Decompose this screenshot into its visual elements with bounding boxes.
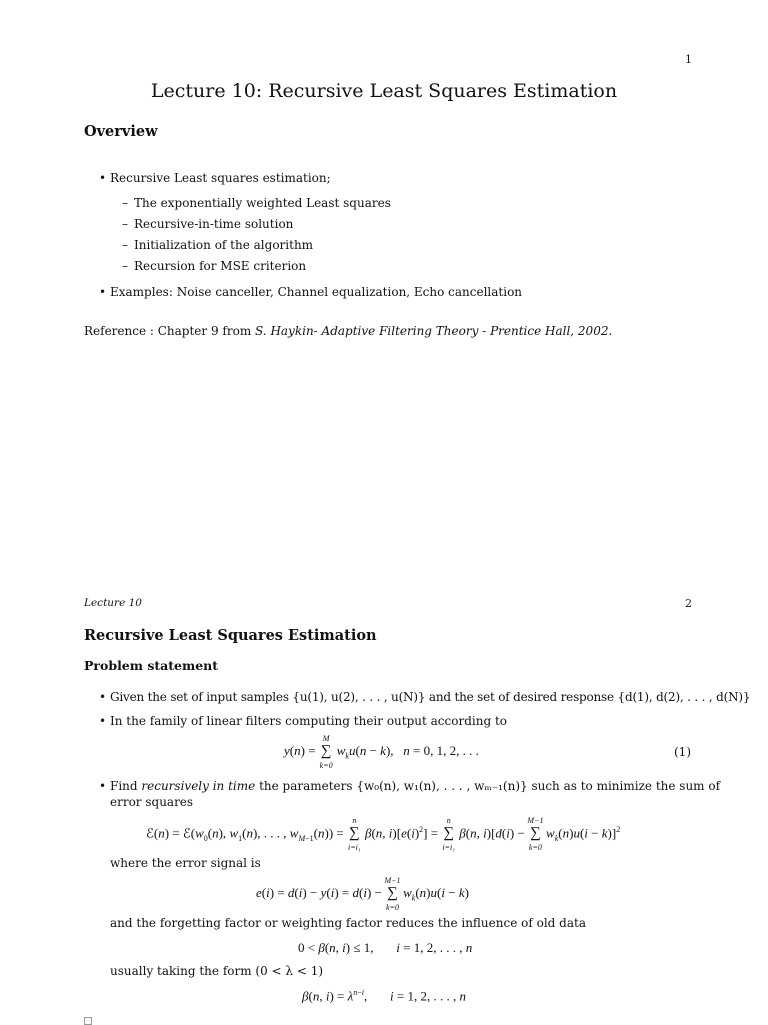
equation-beta-lambda: β(n, $i) = \lambda^{n-i}$, i = 1, 2, . . . , n [302,988,466,1004]
usually-text: usually taking the form (0 < λ < 1) [110,964,324,978]
equation-1: y(n) = ∑ M k=0 $w_ku(n - k)$, n = 0, 1, 2, . . . [284,734,479,770]
sub-bullet-1: – The exponentially weighted Least squares [134,196,391,210]
running-header: Lecture 10 [84,597,142,609]
forgetting-factor-text: and the forgetting factor or weighting factor reduces the influence of old data [110,916,586,930]
lecture-title: Lecture 10: Recursive Least Squares Estimation [150,80,618,102]
problem-heading: Problem statement [84,658,219,673]
error-signal-text: where the error signal is [110,856,261,870]
error-squares-text: error squares [110,795,194,809]
bullet-examples: • Examples: Noise canceller, Channel equalization, Echo cancellation [110,285,522,299]
equation-error: e(i) = d(i) − y(i) = d(i) − ∑ M−1 k=0 $w_k(n)u(i - k)$ [256,876,469,912]
sub-bullet-3: – Initialization of the algorithm [134,238,313,252]
reference-line [84,324,612,338]
bullet-find-recursively [110,779,720,793]
bullet-given-set: • Given the set of input samples {u(1), u(2), . . . , u(N)} and the set of desired response {d(1), d(2), . . . , d(N)} [110,690,750,704]
reference-book: S. Haykin- Adaptive Filtering Theory - Prentice Hall, 2002. [255,324,613,338]
equation-beta-bounds: 0 < β(n, i) ≤ 1, i = 1, 2, . . . , n [298,940,473,955]
bullet-rls: • Recursive Least squares estimation; [110,171,331,185]
section-heading: Recursive Least Squares Estimation [84,627,377,644]
sub-bullet-4: – Recursion for MSE criterion [134,259,306,273]
equation-cost: ℰ(n) = $ℰ(w_0(n)$, $w_1(n)$, . . . , $w_{M-1}(n)$) = ∑ n i=i₁ β(n, $i)[e(i)^2]$ = ∑ n i=i₁ β(n, i)[d(i) − ∑ M−1 k=0 $w_k(n)u(i - k)]^2$ [146,816,621,853]
parameters-text: the parameters {w₀(n), w₁(n), . . . , wₘ₋₁(n)} such as to minimize the sum of [255,779,721,793]
equation-1-number: (1) [674,745,691,759]
find-text: Find [110,779,142,793]
page-number-2: 2 [685,597,692,610]
overview-heading: Overview [84,123,158,140]
sub-bullet-2: – Recursive-in-time solution [134,217,293,231]
page-number-1: 1 [685,53,692,66]
recursively-text: recursively in time [141,779,256,793]
reference-prefix: Reference : Chapter 9 from [84,324,256,338]
bullet-linear-filters: • In the family of linear filters computing their output according to [110,714,507,728]
